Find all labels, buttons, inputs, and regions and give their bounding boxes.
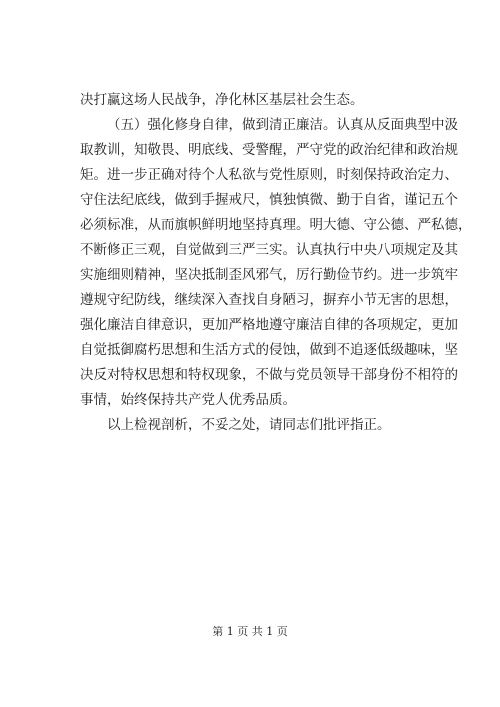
document-body: [80, 88, 472, 438]
paragraph-heading-line: （五）强化修身自律，做到清正廉洁。认真从反面典型中汲: [107, 117, 458, 133]
text-line: 遵规守纪防线，继续深入查找自身陋习，摒弃小节无害的思想，: [80, 292, 458, 308]
text-line: 决反对特权思想和特权现象，不做与党员领导干部身份不相符的: [80, 367, 458, 383]
text-line: 守住法纪底线，做到手握戒尺，慎独慎微、勤于自省，谨记五个: [80, 192, 458, 208]
closing-line: 以上检视剖析，不妥之处，请同志们批评指正。: [107, 417, 391, 433]
text-line: 决打赢这场人民战争，净化林区基层社会生态。: [80, 92, 364, 108]
text-line: 不断修正三观，自觉做到三严三实。认真执行中央八项规定及其: [80, 242, 458, 258]
text-line: 自觉抵御腐朽思想和生活方式的侵蚀，做到不追逐低级趣味，坚: [80, 342, 458, 358]
page-footer: 第 1 页 共 1 页: [212, 625, 288, 638]
text-line: 强化廉洁自律意识，更加严格地遵守廉洁自律的各项规定，更加: [80, 317, 458, 333]
text-line: 实施细则精神，坚决抵制歪风邪气，厉行勤俭节约。进一步筑牢: [80, 267, 458, 283]
text-line: 取教训，知敬畏、明底线、受警醒，严守党的政治纪律和政治规: [80, 142, 458, 158]
text-line: 必须标准，从而旗帜鲜明地坚持真理。明大德、守公德、严私德，: [80, 217, 472, 233]
text-line: 矩。进一步正确对待个人私欲与党性原则，时刻保持政治定力、: [80, 167, 458, 183]
text-line: 事情，始终保持共产党人优秀品质。: [80, 392, 296, 408]
